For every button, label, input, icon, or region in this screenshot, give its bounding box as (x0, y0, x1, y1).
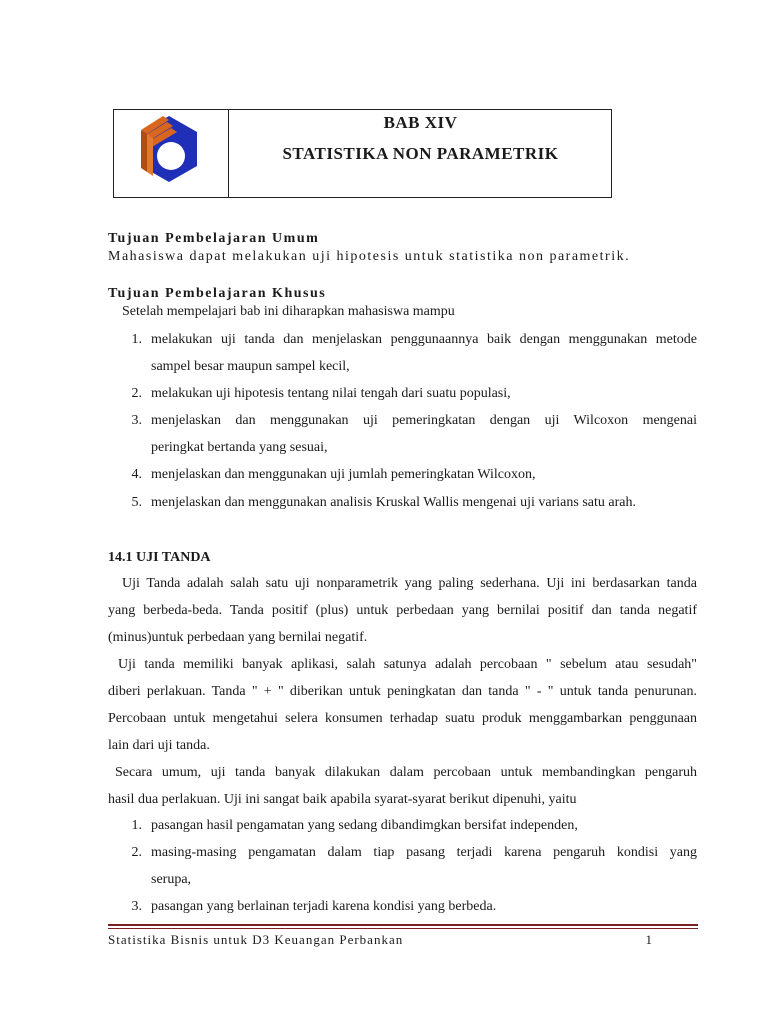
list-item: menjelaskan dan menggunakan uji jumlah pemeringkatan Wilcoxon, (151, 467, 536, 482)
list-item: masing-masing pengamatan dalam tiap pasang terjadi karena pengaruh kondisi yang (151, 845, 697, 860)
list-item-number: 2. (131, 845, 142, 860)
list-item-continuation: serupa, (151, 872, 192, 887)
tpu-text: Mahasiswa dapat melakukan uji hipotesis untuk statistika non parametrik. (108, 249, 631, 264)
list-item: melakukan uji hipotesis tentang nilai tengah dari suatu populasi, (151, 386, 511, 401)
university-logo-icon (137, 112, 201, 186)
list-item: pasangan yang berlainan terjadi karena kondisi yang berbeda. (151, 899, 497, 914)
list-item-continuation: sampel besar maupun sampel kecil, (151, 359, 350, 374)
paragraph-line: Uji tanda memiliki banyak aplikasi, salah satunya adalah percobaan " sebelum atau sesudah" (118, 657, 697, 672)
list-item-number: 1. (131, 818, 142, 833)
list-item-number: 3. (131, 899, 142, 914)
paragraph-line: yang berbeda-beda. Tanda positif (plus) untuk perbedaan yang bernilai positif dan tanda negatif (108, 603, 697, 618)
paragraph-line: Percobaan untuk mengetahui selera konsumen terhadap suatu produk menggambarkan penggunaan (108, 711, 697, 726)
list-item: pasangan hasil pengamatan yang sedang dibandimgkan bersifat independen, (151, 818, 578, 833)
section-heading: 14.1 UJI TANDA (108, 550, 211, 565)
chapter-number: BAB XIV (383, 113, 458, 132)
list-item-number: 5. (131, 495, 142, 510)
tpk-heading: Tujuan Pembelajaran Khusus (108, 286, 327, 301)
footer-rule (108, 924, 698, 926)
paragraph-line: Secara umum, uji tanda banyak dilakukan dalam percobaan untuk membandingkan pengaruh (115, 765, 697, 780)
tpu-heading: Tujuan Pembelajaran Umum (108, 231, 320, 246)
list-item-number: 3. (131, 413, 142, 428)
list-item-continuation: peringkat bertanda yang sesuai, (151, 440, 328, 455)
chapter-title: STATISTIKA NON PARAMETRIK (282, 144, 559, 163)
list-item-number: 2. (131, 386, 142, 401)
tpk-intro: Setelah mempelajari bab ini diharapkan mahasiswa mampu (122, 304, 455, 319)
paragraph-line: (minus)untuk perbedaan yang bernilai negatif. (108, 630, 368, 645)
footer-text: Statistika Bisnis untuk D3 Keuangan Perbankan (108, 932, 404, 947)
list-item-number: 1. (131, 332, 142, 347)
paragraph-line: Uji Tanda adalah salah satu uji nonparametrik yang paling sederhana. Uji ini berdasarkan tanda (122, 576, 697, 591)
footer-rule-thin (108, 928, 698, 929)
page-number: 1 (645, 932, 652, 947)
paragraph-line: diberi perlakuan. Tanda " + " diberikan untuk peningkatan dan tanda " - " untuk tanda penurunan. (108, 684, 697, 699)
paragraph-line: lain dari uji tanda. (108, 738, 210, 753)
paragraph-line: hasil dua perlakuan. Uji ini sangat baik apabila syarat-syarat berikut dipenuhi, yaitu (108, 792, 577, 807)
list-item: menjelaskan dan menggunakan analisis Kruskal Wallis mengenai uji varians satu arah. (151, 495, 636, 510)
list-item: melakukan uji tanda dan menjelaskan penggunaannya baik dengan menggunakan metode (151, 332, 697, 347)
list-item-number: 4. (131, 467, 142, 482)
list-item: menjelaskan dan menggunakan uji pemeringkatan dengan uji Wilcoxon mengenai (151, 413, 697, 428)
